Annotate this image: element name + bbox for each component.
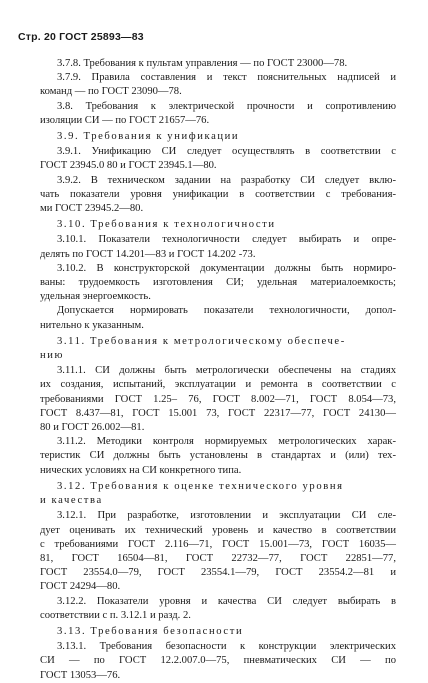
section-heading	[40, 625, 396, 639]
paragraph	[40, 595, 396, 623]
paragraph	[40, 233, 396, 261]
heading-line: нию	[40, 350, 65, 362]
text-line: ГОСТ 13053—76.	[40, 669, 121, 681]
text-line: ми ГОСТ 23945.2—80.	[40, 203, 144, 215]
text-line: ГОСТ 24294—80.	[40, 581, 121, 593]
paragraph	[40, 304, 396, 332]
text-line: 3.12.2. Показатели уровня и качества СИ следует выбирать в	[57, 595, 396, 607]
text-line: ваны: трудоемкость изготовления СИ; удельная материалоемкость;	[40, 277, 396, 289]
paragraph	[40, 509, 396, 594]
heading-line: 3.12. Требования к оценке технического уровня	[57, 480, 344, 492]
page-header: Стр. 20 ГОСТ 25893—83	[18, 31, 144, 43]
text-line: СИ — по ГОСТ 12.2.007.0—75, пневматических СИ — по	[40, 655, 396, 667]
paragraph	[40, 71, 396, 99]
section-heading	[40, 335, 396, 363]
text-line: нических условиях на СИ конкретного типа.	[40, 464, 242, 476]
paragraph	[40, 174, 396, 217]
section-heading	[40, 130, 396, 144]
text-line: 3.9.1. Унификацию СИ следует осуществлять в соответствии с	[57, 146, 396, 158]
paragraph	[40, 100, 396, 128]
heading-line: и качества	[40, 495, 103, 507]
heading-line: 3.10. Требования к технологичности	[57, 219, 276, 231]
heading-line: 3.13. Требования безопасности	[57, 625, 244, 637]
section-heading	[40, 218, 396, 232]
text-line: 80 и ГОСТ 26.002—81.	[40, 422, 145, 434]
paragraph	[40, 262, 396, 305]
text-line: удельная энергоемкость.	[40, 291, 151, 303]
text-line: 3.11.2. Методики контроля нормируемых метрологических харак-	[57, 436, 396, 448]
heading-line: 3.9. Требования к унификации	[57, 131, 240, 143]
text-line: 3.8. Требования к электрической прочности и сопротивлению	[57, 100, 396, 112]
text-line: требованиями ГОСТ 1.25– 76, ГОСТ 8.002—71, ГОСТ 8.054—73,	[40, 393, 396, 405]
text-line: 3.12.1. При разработке, изготовлении и эксплуатации СИ сле-	[57, 510, 396, 522]
text-line: 3.10.1. Показатели технологичности следует выбирать и опре-	[57, 234, 396, 246]
text-line: дует оценивать их технический уровень и качество в соответствии	[40, 524, 396, 536]
text-line: их создания, испытаний, эксплуатации и ремонта в соответствии с	[40, 379, 396, 391]
text-line: чать показатели уровня унификации в соответствии с требования-	[40, 188, 396, 200]
text-line: 3.7.9. Правила составления и текст пояснительных надписей и	[57, 72, 396, 84]
paragraph	[40, 364, 396, 435]
heading-line: 3.11. Требования к метрологическому обеспече-	[57, 335, 346, 347]
text-line: с требованиями ГОСТ 2.116—71, ГОСТ 15.001—73, ГОСТ 16035—	[40, 538, 396, 550]
text-line: делять по ГОСТ 14.201—83 и ГОСТ 14.202 -73.	[40, 248, 256, 260]
paragraph	[40, 145, 396, 173]
section-heading	[40, 480, 396, 508]
text-line: 81, ГОСТ 16504—81, ГОСТ 22732—77, ГОСТ 22851—77,	[40, 552, 396, 564]
paragraph	[40, 57, 396, 71]
text-line: 3.10.2. В конструкторской документации должны быть нормиро-	[57, 262, 396, 274]
text-line: ГОСТ 23554.0—79, ГОСТ 23554.1—79, ГОСТ 23554.2—81 и	[40, 567, 396, 579]
text-line: Допускается нормировать показатели технологичности, допол-	[57, 305, 396, 317]
text-line: 3.11.1. СИ должны быть метрологически обеспечены на стадиях	[57, 365, 396, 377]
paragraph	[40, 640, 396, 683]
text-line: теристик СИ должны быть установлены в стандартах и (или) тех-	[40, 450, 396, 462]
document-body	[40, 57, 396, 683]
text-line: команд — по ГОСТ 23090—78.	[40, 86, 182, 98]
text-line: изоляции СИ — по ГОСТ 21657—76.	[40, 114, 210, 126]
text-line: нительно к указанным.	[40, 319, 144, 331]
text-line: 3.7.8. Требования к пультам управления — по ГОСТ 23000—78.	[57, 58, 348, 69]
text-line: 3.9.2. В техническом задании на разработку СИ следует вклю-	[57, 174, 396, 186]
text-line: 3.13.1. Требования безопасности к конструкции электрических	[57, 641, 396, 653]
text-line: ГОСТ 8.437—81, ГОСТ 15.001 73, ГОСТ 22317—77, ГОСТ 24130—	[40, 407, 396, 419]
text-line: соответствии с п. 3.12.1 и разд. 2.	[40, 609, 191, 621]
paragraph	[40, 435, 396, 478]
text-line: ГОСТ 23945.0 80 и ГОСТ 23945.1—80.	[40, 160, 217, 172]
